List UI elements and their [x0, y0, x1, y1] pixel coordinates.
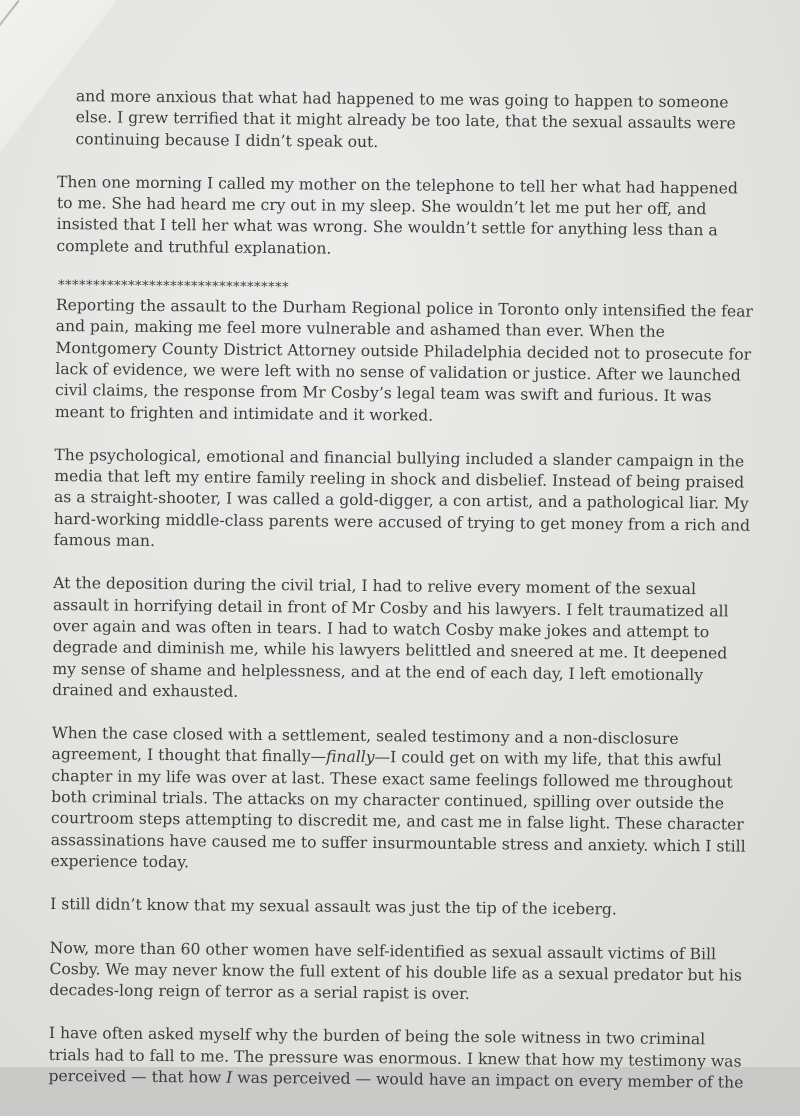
- paragraph: At the deposition during the civil trial, I had to relive every moment of the sexual assault in horrifying detail in front of Mr Cosby and his lawyers. I felt traumatized all over again and was often in tears. I had to watch Cosby make jokes and attempt to degrade and diminish me, while his lawyers belittled and sneered at me. It deepened my sense of shame and helplessness, and at the end of each day, I left emotionally drained and exhausted.: [52, 574, 729, 701]
- paragraph-text-start: When the case closed with a settlement, sealed testimony and a non-disclosure agreement, I thought that finally—: [51, 724, 679, 767]
- paragraph-text-end: was perceived — would have an impact on every member of the: [232, 1068, 744, 1092]
- paragraph-text-start: I have often asked myself why the burden of being the sole witness in two criminal trials had to fall to me. The pressure was enormous. I knew that how my testimony was perceived — that how: [48, 1024, 742, 1087]
- paragraph-text-end: —I could get on with my life, that this awful chapter in my life was over at last. These exact same feelings followed me throughout both criminal trials. The attacks on my character continued, spilling over outside the courtroom steps attempting to discredit me, and cast me in false light. These character assassinations have caused me to suffer insurmountable stress and anxiety. which I still experience today.: [50, 748, 746, 872]
- paragraph: and more anxious that what had happened to me was going to happen to someone else. I grew terrified that it might already be too late, that the sexual assaults were continuing because I didn’t speak out.: [75, 87, 736, 151]
- paragraph: [48, 1023, 749, 1094]
- paragraph: Reporting the assault to the Durham Regional police in Toronto only intensified the fear and pain, making me feel more vulnerable and ashamed than ever. When the Montgomery County District Attorney outside Philadelphia decided not to prosecute for lack of evidence, we were left with no sense of validation or justice. After we launched civil claims, the response from Mr Cosby’s legal team was swift and furious. It was meant to frighten and intimidate and it worked.: [54, 296, 754, 425]
- letter-body: [48, 86, 758, 1116]
- paragraph: The psychological, emotional and financial bullying included a slander campaign in the media that left my entire family reeling in shock and disbelief. Instead of being praised as a straight-shooter, I was called a gold-digger, a con artist, and a pathological liar. My hard-working middle-class parents were accused of trying to get money from a rich and famous man.: [53, 445, 751, 550]
- paragraph: [50, 723, 751, 879]
- paragraph: Then one morning I called my mother on the telephone to tell her what had happened to me. She had heard me cry out in my sleep. She wouldn’t let me put her off, and insisted that I tell her what was wrong. She wouldn’t settle for anything less than a complete and truthful explanation.: [56, 172, 738, 258]
- section-separator: *********************************: [58, 278, 290, 296]
- emphasized-word: I: [226, 1068, 233, 1087]
- emphasized-word: finally: [325, 748, 375, 767]
- paragraph: I still didn’t know that my sexual assault was just the tip of the iceberg.: [50, 895, 617, 919]
- paragraph: Now, more than 60 other women have self-identified as sexual assault victims of Bill Cosby. We may never know the full extent of his double life as a sexual predator but his decades-long reign of terror as a serial rapist is over.: [49, 938, 742, 1004]
